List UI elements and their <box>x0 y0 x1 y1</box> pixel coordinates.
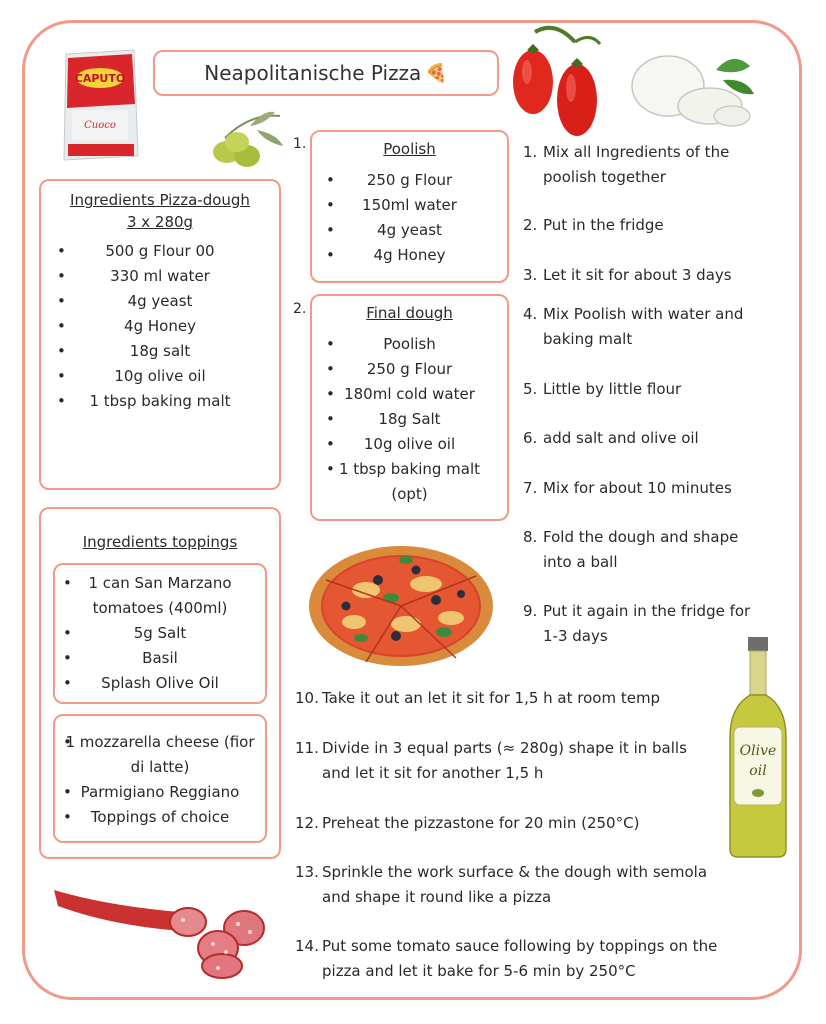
list-item: • 18g Salt <box>328 407 491 432</box>
step-text: Mix for about 10 minutes <box>543 479 732 497</box>
step-number: 5. <box>523 380 538 398</box>
list-item: • 4g Honey <box>59 314 261 339</box>
list-item: • 500 g Flour 00 <box>59 239 261 264</box>
final-dough-number: 2. <box>293 301 307 317</box>
flour-brand-text: CAPUTO <box>74 72 126 85</box>
toppings-heading: Ingredients toppings <box>82 533 238 551</box>
step-text: Little by little flour <box>543 380 682 398</box>
step-text: Mix Poolish with water and baking malt <box>543 305 744 348</box>
step-number: 2. <box>523 216 538 234</box>
step-item <box>295 934 735 984</box>
list-item: • 4g Honey <box>328 243 491 268</box>
step-number: 12. <box>295 814 319 832</box>
salami-icon <box>48 880 284 980</box>
flour-label-text: Cuoco <box>84 120 116 131</box>
toppings-group-1-box <box>53 563 267 704</box>
step-text: Mix all Ingredients of the poolish together <box>543 143 730 186</box>
step-number: 4. <box>523 305 538 323</box>
step-number: 9. <box>523 602 538 620</box>
list-item: • 10g olive oil <box>328 432 491 457</box>
step-text: Take it out an let it sit for 1,5 h at room temp <box>322 689 661 707</box>
step-item <box>523 476 753 501</box>
step-item <box>523 426 753 451</box>
list-item: • 330 ml water <box>59 264 261 289</box>
toppings-group-1-list <box>65 571 255 696</box>
page-title: Neapolitanische Pizza <box>204 61 422 85</box>
olive-oil-label-line2: oil <box>749 763 767 779</box>
list-item: • 10g olive oil <box>59 364 261 389</box>
step-number: 6. <box>523 429 538 447</box>
list-item: • 250 g Flour <box>328 168 491 193</box>
step-item <box>295 811 715 836</box>
list-item: • Poolish <box>328 332 491 357</box>
toppings-group-2-list <box>65 730 255 830</box>
list-item: • 150ml water <box>328 193 491 218</box>
step-item <box>295 686 715 711</box>
step-item <box>523 525 768 575</box>
step-text: Put some tomato sauce following by toppings on the pizza and let it bake for 5-6 min by 250°C <box>322 937 718 980</box>
step-item <box>295 860 735 910</box>
list-item: • Splash Olive Oil <box>65 671 255 696</box>
pizza-icon <box>306 540 496 670</box>
step-number: 14. <box>295 937 319 955</box>
title-box <box>153 50 499 96</box>
mozzarella-icon <box>628 50 756 132</box>
list-item: • Parmigiano Reggiano <box>65 780 255 805</box>
step-text: Preheat the pizzastone for 20 min (250°C) <box>322 814 640 832</box>
list-item: • 1 can San Marzano tomatoes (400ml) <box>65 571 255 621</box>
step-number: 11. <box>295 739 319 757</box>
list-item: • 1 tbsp baking malt <box>59 389 261 414</box>
final-dough-box <box>310 294 509 521</box>
step-text: Sprinkle the work surface & the dough with semola and shape it round like a pizza <box>322 863 708 906</box>
final-dough-list <box>312 332 507 507</box>
olive-oil-label-line1: Olive <box>739 743 777 759</box>
list-item: • 1 mozzarella cheese (fior di latte) <box>65 730 255 780</box>
step-number: 13. <box>295 863 319 881</box>
step-item <box>523 599 753 649</box>
list-item: • 250 g Flour <box>328 357 491 382</box>
olives-icon <box>205 108 285 170</box>
step-number: 7. <box>523 479 538 497</box>
flour-bag-icon <box>58 44 142 166</box>
step-text: Let it sit for about 3 days <box>543 266 732 284</box>
step-number: 8. <box>523 528 538 546</box>
step-text: add salt and olive oil <box>543 429 699 447</box>
step-number: 1. <box>523 143 538 161</box>
step-text: Put it again in the fridge for 1-3 days <box>543 602 751 645</box>
step-item <box>523 377 753 402</box>
step-item <box>523 302 753 352</box>
dough-ingredients-box <box>39 179 281 490</box>
list-item: • 18g salt <box>59 339 261 364</box>
final-dough-heading: Final dough <box>366 304 453 322</box>
step-item <box>523 213 733 238</box>
step-text: Divide in 3 equal parts (≈ 280g) shape it in balls and let it sit for another 1,5 h <box>322 739 687 782</box>
dough-ingredients-subheading: 3 x 280g <box>126 213 194 231</box>
list-item: • Toppings of choice <box>65 805 255 830</box>
list-item: • 1 tbsp baking malt (opt) <box>328 457 491 507</box>
pizza-emoji-icon: 🍕 <box>425 62 448 84</box>
step-item <box>523 263 743 288</box>
poolish-heading: Poolish <box>383 140 436 158</box>
step-number: 10. <box>295 689 319 707</box>
list-item: • Basil <box>65 646 255 671</box>
step-text: Fold the dough and shape into a ball <box>543 528 739 571</box>
poolish-list <box>312 168 507 268</box>
list-item: • 4g yeast <box>59 289 261 314</box>
step-number: 3. <box>523 266 538 284</box>
olive-oil-bottle-icon <box>726 637 790 859</box>
tomatoes-icon <box>505 22 605 140</box>
list-item: • 5g Salt <box>65 621 255 646</box>
step-text: Put in the fridge <box>543 216 664 234</box>
step-item <box>295 736 715 786</box>
toppings-group-2-box <box>53 714 267 843</box>
list-item: • 4g yeast <box>328 218 491 243</box>
poolish-number: 1. <box>293 136 307 152</box>
step-item <box>523 140 733 190</box>
dough-ingredients-list <box>41 239 279 414</box>
list-item: • 180ml cold water <box>328 382 491 407</box>
poolish-box <box>310 130 509 283</box>
dough-ingredients-heading: Ingredients Pizza-dough <box>70 191 250 209</box>
